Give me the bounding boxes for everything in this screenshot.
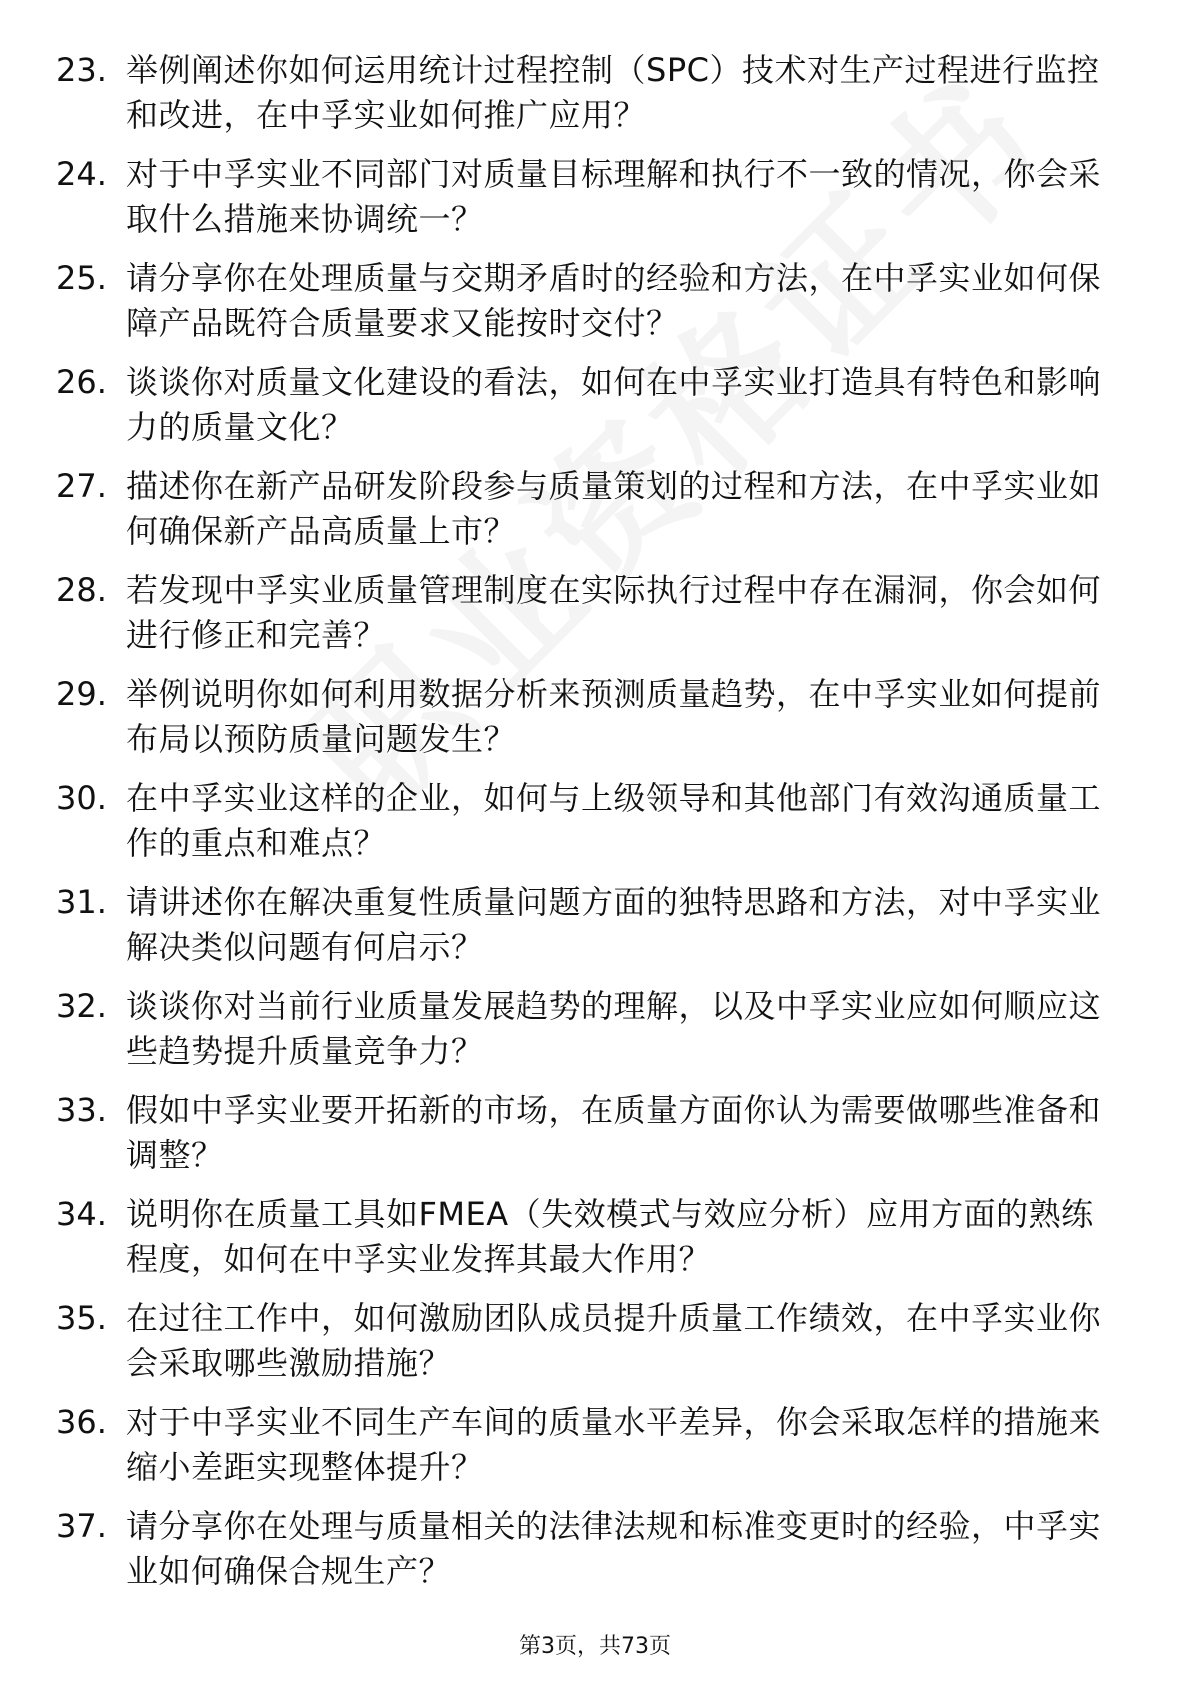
question-number: 23. bbox=[56, 51, 107, 89]
question-text: 在中孚实业这样的企业，如何与上级领导和其他部门有效沟通质量工作的重点和难点？ bbox=[126, 779, 1102, 862]
list-item bbox=[56, 1192, 1116, 1282]
question-number: 37. bbox=[56, 1507, 107, 1545]
list-item bbox=[56, 672, 1116, 762]
list-item bbox=[56, 1400, 1116, 1490]
question-number: 34. bbox=[56, 1195, 107, 1233]
question-text: 请分享你在处理与质量相关的法律法规和标准变更时的经验，中孚实业如何确保合规生产？ bbox=[126, 1507, 1102, 1590]
question-text: 对于中孚实业不同部门对质量目标理解和执行不一致的情况，你会采取什么措施来协调统一？ bbox=[126, 155, 1102, 238]
list-item bbox=[56, 1296, 1116, 1386]
question-number: 32. bbox=[56, 987, 107, 1025]
question-text: 谈谈你对当前行业质量发展趋势的理解，以及中孚实业应如何顺应这些趋势提升质量竞争力？ bbox=[126, 987, 1102, 1070]
list-item bbox=[56, 360, 1116, 450]
question-number: 25. bbox=[56, 259, 107, 297]
list-item bbox=[56, 880, 1116, 970]
list-item bbox=[56, 776, 1116, 866]
question-text: 举例阐述你如何运用统计过程控制（SPC）技术对生产过程进行监控和改进，在中孚实业如何推广应用？ bbox=[126, 51, 1100, 134]
question-number: 29. bbox=[56, 675, 107, 713]
list-item bbox=[56, 1504, 1116, 1594]
question-text: 对于中孚实业不同生产车间的质量水平差异，你会采取怎样的措施来缩小差距实现整体提升？ bbox=[126, 1403, 1102, 1486]
question-text: 请分享你在处理质量与交期矛盾时的经验和方法，在中孚实业如何保障产品既符合质量要求又能按时交付？ bbox=[126, 259, 1102, 342]
list-item bbox=[56, 1088, 1116, 1178]
question-text: 说明你在质量工具如FMEA（失效模式与效应分析）应用方面的熟练程度，如何在中孚实业发挥其最大作用？ bbox=[126, 1195, 1094, 1278]
question-number: 28. bbox=[56, 571, 107, 609]
question-text: 若发现中孚实业质量管理制度在实际执行过程中存在漏洞，你会如何进行修正和完善？ bbox=[126, 571, 1102, 654]
question-text: 请讲述你在解决重复性质量问题方面的独特思路和方法，对中孚实业解决类似问题有何启示？ bbox=[126, 883, 1102, 966]
question-number: 26. bbox=[56, 363, 107, 401]
list-item bbox=[56, 984, 1116, 1074]
question-list bbox=[56, 48, 1116, 1608]
list-item bbox=[56, 152, 1116, 242]
question-text: 描述你在新产品研发阶段参与质量策划的过程和方法，在中孚实业如何确保新产品高质量上市？ bbox=[126, 467, 1102, 550]
question-number: 35. bbox=[56, 1299, 107, 1337]
list-item bbox=[56, 568, 1116, 658]
question-number: 31. bbox=[56, 883, 107, 921]
question-number: 24. bbox=[56, 155, 107, 193]
question-number: 30. bbox=[56, 779, 107, 817]
question-text: 谈谈你对质量文化建设的看法，如何在中孚实业打造具有特色和影响力的质量文化？ bbox=[126, 363, 1102, 446]
question-text: 在过往工作中，如何激励团队成员提升质量工作绩效，在中孚实业你会采取哪些激励措施？ bbox=[126, 1299, 1102, 1382]
list-item bbox=[56, 48, 1116, 138]
list-item bbox=[56, 464, 1116, 554]
question-number: 27. bbox=[56, 467, 107, 505]
question-text: 假如中孚实业要开拓新的市场，在质量方面你认为需要做哪些准备和调整？ bbox=[126, 1091, 1102, 1174]
question-number: 36. bbox=[56, 1403, 107, 1441]
question-number: 33. bbox=[56, 1091, 107, 1129]
question-text: 举例说明你如何利用数据分析来预测质量趋势，在中孚实业如何提前布局以预防质量问题发生？ bbox=[126, 675, 1102, 758]
page-footer: 第3页，共73页 bbox=[519, 1634, 671, 1659]
list-item bbox=[56, 256, 1116, 346]
